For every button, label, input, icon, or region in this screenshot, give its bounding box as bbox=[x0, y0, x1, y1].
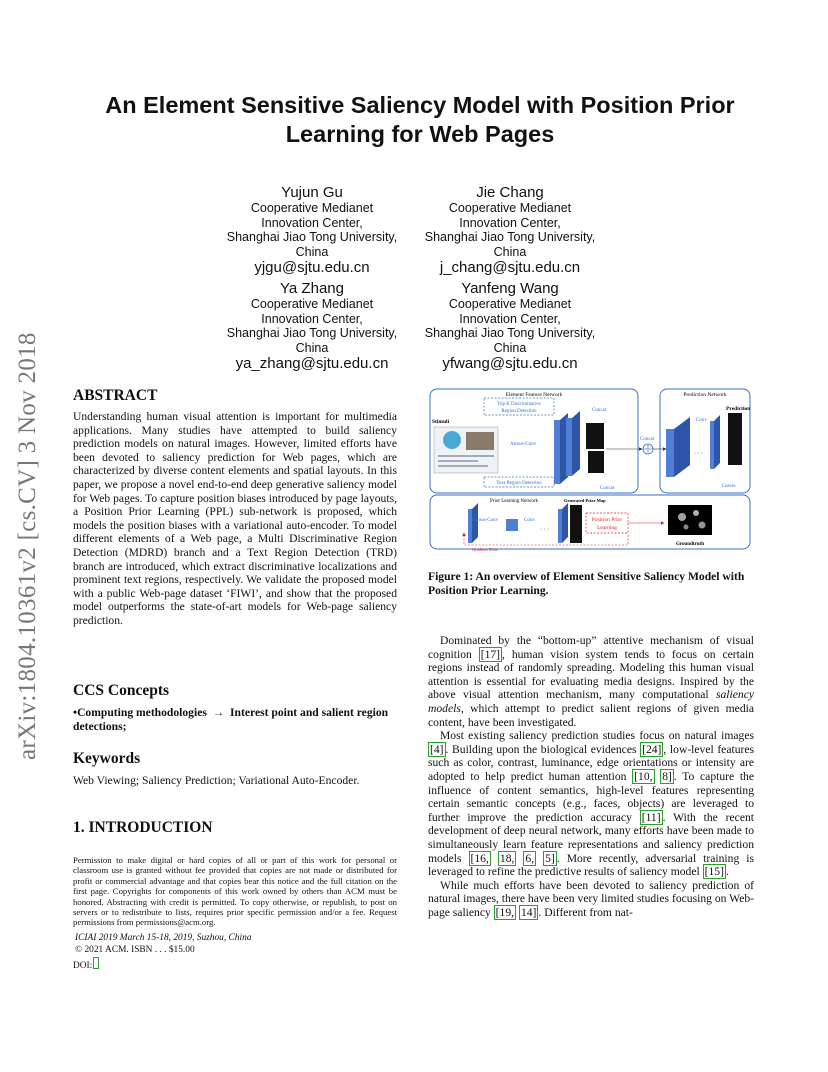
doi-label: DOI: bbox=[73, 960, 93, 971]
ccs-heading: CCS Concepts bbox=[73, 682, 170, 699]
doi-line bbox=[73, 957, 397, 973]
prediction-network-label: Prediction Network bbox=[683, 392, 727, 398]
citation-link[interactable]: 18, bbox=[499, 851, 515, 865]
prediction-map bbox=[728, 413, 742, 465]
author-email: j_chang@sjtu.edu.cn bbox=[439, 259, 581, 276]
citation-link[interactable]: [11] bbox=[641, 810, 661, 824]
introduction-heading: 1. INTRODUCTION bbox=[73, 819, 213, 836]
author-block bbox=[410, 184, 610, 276]
losses-label: Losses bbox=[722, 484, 736, 489]
dots-prior: · · · bbox=[540, 527, 549, 533]
author-affiliation: Innovation Center, bbox=[459, 215, 561, 230]
stimuli-photo bbox=[466, 432, 494, 450]
citation-link[interactable]: 14] bbox=[520, 905, 537, 919]
author-block bbox=[410, 280, 610, 372]
author-affiliation: Shanghai Jiao Tong University, bbox=[424, 230, 596, 244]
author-affiliation: Innovation Center, bbox=[459, 311, 561, 326]
arxiv-identifier: arXiv:1804.10361v2 [cs.CV] 3 Nov 2018 bbox=[14, 332, 41, 760]
author-affiliation: Cooperative Medianet bbox=[448, 201, 572, 215]
figure-caption: Figure 1: An overview of Element Sensitive Saliency Model with Position Prior Learning. bbox=[428, 570, 745, 597]
citation-link[interactable]: [17] bbox=[480, 647, 501, 661]
author-email: yjgu@sjtu.edu.cn bbox=[254, 259, 370, 276]
text-region-label: Text Region Detection bbox=[496, 481, 542, 486]
concat-node-label: Concat bbox=[640, 437, 655, 442]
architecture-diagram bbox=[428, 385, 752, 555]
arrow-icon: → bbox=[212, 706, 225, 719]
intro-heading-block bbox=[73, 819, 397, 837]
ppl-label-2: Learning bbox=[597, 525, 617, 531]
figure-1 bbox=[428, 385, 752, 555]
citation-link[interactable]: 5] bbox=[545, 851, 555, 865]
author-email: yfwang@sjtu.edu.cn bbox=[442, 355, 578, 372]
concat-label-top: Concat bbox=[592, 408, 607, 413]
citation-link[interactable]: [24] bbox=[642, 742, 662, 756]
author-affiliation: China bbox=[493, 340, 527, 355]
stimuli-label: Stimuli bbox=[432, 419, 450, 425]
prior-block bbox=[468, 509, 472, 543]
gradient-flow-label: Gradient Flow bbox=[472, 547, 499, 552]
citation-link[interactable]: 6, bbox=[525, 851, 535, 865]
author-name: Yujun Gu bbox=[281, 184, 343, 201]
keywords-section bbox=[73, 750, 397, 788]
abstract-heading: ABSTRACT bbox=[73, 387, 158, 404]
abstract-text: Understanding human visual attention is important for multimedia applications. Many studies have attempted to build saliency prediction models on natural images. However, limited efforts have been devoted to saliency prediction for Web pages, which are characterized by diverse content elements and spatial layouts. In this paper, we propose a novel end-to-end deep generative saliency model for Web pages. To capture position biases introduced by page layouts, a Position Prior Learning (PPL) sub-network is proposed, which models the position biases with a variational auto-encoder. To model different elements of a Web page, a Multi Discriminative Region Detection (MDRD) branch and a Text Region Detection (TRD) branch are introduced, which extract discriminative localizations and prominent text regions, respectively. We validate the proposed model with a public Web-page dataset ‘FIWI’, and show that the proposed model outperforms the state-of-art models for Web-page saliency prediction. bbox=[73, 410, 397, 627]
prediction-label: Prediction bbox=[726, 406, 751, 412]
keywords-heading: Keywords bbox=[73, 750, 141, 767]
doi-link-box[interactable] bbox=[93, 957, 99, 969]
author-block bbox=[212, 184, 412, 276]
intro-paragraph-1: Dominated by the “bottom-up” attentive mechanism of visual cognition [17] , human vision system tends to focus on certain regions instead of randomly spreading. Modeling this human visual attention is essential for evaluating media designs. Inspired by the above visual attention mechanism, many computational saliency models, which attempt to predict salient regions of given media content, have been investigated. bbox=[428, 634, 754, 729]
ccs-section bbox=[73, 682, 397, 733]
introduction-body bbox=[428, 634, 754, 919]
author-block bbox=[212, 280, 412, 372]
prediction-block bbox=[666, 429, 674, 477]
groundtruth-label: Groundtruth bbox=[676, 542, 704, 547]
author-email: ya_zhang@sjtu.edu.cn bbox=[235, 355, 389, 372]
stimuli-circle bbox=[443, 431, 461, 449]
element-feature-network-label: Element Feature Network bbox=[505, 392, 563, 398]
generated-prior-map bbox=[570, 505, 582, 543]
ccs-item-a: Computing methodologies bbox=[77, 706, 207, 719]
author-affiliation: Cooperative Medianet bbox=[448, 297, 572, 311]
author-affiliation: Cooperative Medianet bbox=[250, 201, 374, 215]
citation-link[interactable]: [16, bbox=[470, 851, 489, 865]
author-affiliation: China bbox=[295, 340, 329, 355]
author-affiliation: Innovation Center, bbox=[261, 215, 363, 230]
author-affiliation: Innovation Center, bbox=[261, 311, 363, 326]
title-line-2: Learning for Web Pages bbox=[285, 121, 555, 147]
atrous-conv-label: Atrous-Conv bbox=[510, 442, 537, 447]
topk-label-1: Top K Discriminative bbox=[497, 402, 541, 407]
concat-label-bottom: Concat bbox=[600, 486, 615, 491]
ppl-label-1: Position Prior bbox=[591, 517, 623, 523]
author-affiliation: Shanghai Jiao Tong University, bbox=[424, 326, 596, 340]
topk-label-2: Region Detection bbox=[501, 409, 537, 414]
author-affiliation: Cooperative Medianet bbox=[250, 297, 374, 311]
author-affiliation: China bbox=[295, 244, 329, 259]
title-line-1: An Element Sensitive Saliency Model with Position Prior bbox=[105, 92, 735, 118]
permission-notice: Permission to make digital or hard copies of all or part of this work for personal or classroom use is granted without fee provided that copies are not made or distributed for profit or commercial advantage and that copies bear this notice and the full citation on the first page. Copyrights for components of this work owned by others than ACM must be honored. Abstracting with credit is permitted. To copy otherwise, or republish, to post on servers or to redistribute to lists, requires prior specific permission and/or a fee. Request permissions from permissions@acm.org. bbox=[73, 855, 397, 928]
dots-prediction: · · · bbox=[694, 451, 703, 457]
keywords-text: Web Viewing; Saliency Prediction; Variational Auto-Encoder. bbox=[73, 774, 360, 787]
author-name: Jie Chang bbox=[476, 184, 544, 201]
author-affiliation: Shanghai Jiao Tong University, bbox=[226, 230, 398, 244]
paper-title bbox=[60, 91, 780, 149]
author-name: Ya Zhang bbox=[280, 280, 344, 297]
copyright-line: © 2021 ACM. ISBN . . . $15.00 bbox=[75, 945, 195, 956]
prior-learning-label: Prior Learning Network bbox=[490, 499, 539, 504]
feature-map bbox=[586, 423, 604, 449]
abstract-section bbox=[73, 387, 397, 628]
prior-atrous-label: Atrous-Conv bbox=[472, 518, 499, 523]
prior-conv-label: Conv bbox=[524, 518, 535, 523]
citation-link[interactable]: [4] bbox=[430, 742, 444, 756]
ccs-item-b: Interest point and salient region detections; bbox=[73, 706, 389, 733]
author-affiliation: China bbox=[493, 244, 527, 259]
emphasis-text: saliency models bbox=[428, 688, 754, 715]
conference-line: ICIAI 2019 March 15-18, 2019, Suzhou, China bbox=[75, 932, 252, 943]
permission-block bbox=[73, 855, 397, 972]
citation-link[interactable]: [19, bbox=[495, 905, 515, 919]
conv-label: Conv bbox=[696, 418, 707, 423]
author-name: Yanfeng Wang bbox=[461, 280, 559, 297]
groundtruth-map bbox=[668, 505, 712, 535]
ccs-bullet: • bbox=[73, 706, 78, 719]
ccs-concepts bbox=[73, 706, 397, 733]
intro-paragraph-3: While much efforts have been devoted to saliency prediction of natural images, there have been very limited studies focusing on Web-page saliency [19, 14] . Different from nat- bbox=[428, 878, 754, 919]
intro-paragraph-2: Most existing saliency prediction studies focus on natural images [4] . Building upon the biological evidences [24] , low-level features such as color, contrast, luminance, edge orientations or intensity are adopted to help predict human attention [10, 8] . To capture the influence of content semantics, high-level features representing certain semantic concepts (e.g., faces, objects) are leveraged to further improve the prediction accuracy [11] . With the recent development of deep neural network, many efforts have been made to simultaneously learn feature representations and saliency prediction models [16, 18, 6, 5] . More recently, adversarial training is leveraged to refine the predictive results of saliency model [15] . bbox=[428, 729, 755, 879]
citation-link[interactable]: [10, bbox=[634, 769, 653, 783]
citation-link[interactable]: 8] bbox=[662, 769, 672, 783]
author-affiliation: Shanghai Jiao Tong University, bbox=[226, 326, 398, 340]
generated-prior-label: Generated Prior Map bbox=[564, 498, 606, 503]
citation-link[interactable]: [15] bbox=[704, 865, 724, 879]
